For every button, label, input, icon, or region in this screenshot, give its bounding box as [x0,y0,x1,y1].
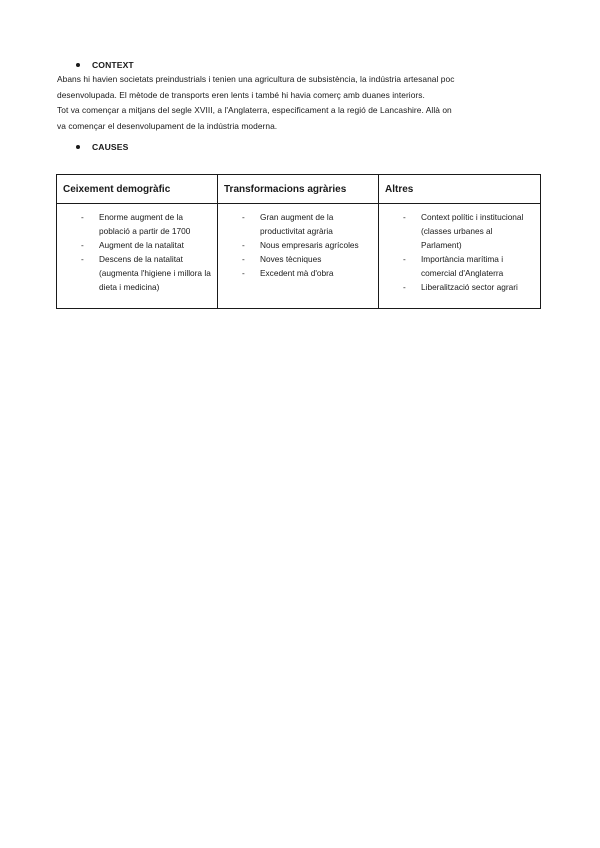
header-agrarian: Transformacions agràries [218,175,379,204]
header-others: Altres [379,175,541,204]
causes-heading-text: CAUSES [92,142,129,152]
demographic-cell [57,204,218,309]
context-line: Abans hi havien societats preindustrials i tenien una agricultura de subsistència, la indústria artesanal poc [57,74,455,84]
others-list [379,210,540,294]
others-cell [379,204,541,309]
header-demographic: Ceixement demogràfic [57,175,218,204]
list-item: - Gran augment de la productivitat agrària [242,212,334,236]
list-item: - Nous empresaris agrícoles [242,240,359,250]
list-item: - Descens de la natalitat (augmenta l'higiene i millora la dieta i medicina) [81,254,211,292]
bullet-icon [76,63,80,67]
causes-heading [76,142,128,152]
list-item: - Context polític i institucional (classes urbanes al Parlament) [403,212,524,250]
list-item: - Liberalització sector agrari [403,282,518,292]
list-item: - Noves tècniques [242,254,322,264]
agrarian-list [218,210,378,280]
list-item: - Enorme augment de la població a partir de 1700 [81,212,191,236]
list-item: - Importància marítima i comercial d'Anglaterra [403,254,504,278]
context-line: Tot va començar a mitjans del segle XVIII, a l'Anglaterra, especificament a la regió de Lancashire. Allà on [57,105,452,115]
context-heading [76,60,134,70]
list-item: - Augment de la natalitat [81,240,184,250]
context-paragraph [57,72,547,134]
table-header-row [57,175,541,204]
context-line: desenvolupada. El mètode de transports eren lents i també hi havia comerç amb duanes interiors. [57,89,425,100]
list-item: - Excedent mà d'obra [242,268,334,278]
demographic-list [57,210,217,294]
table-row [57,204,541,309]
context-line: va començar el desenvolupament de la indústria moderna. [57,120,278,131]
context-heading-text: CONTEXT [92,60,134,70]
agrarian-cell [218,204,379,309]
causes-table [56,174,541,309]
bullet-icon [76,145,80,149]
